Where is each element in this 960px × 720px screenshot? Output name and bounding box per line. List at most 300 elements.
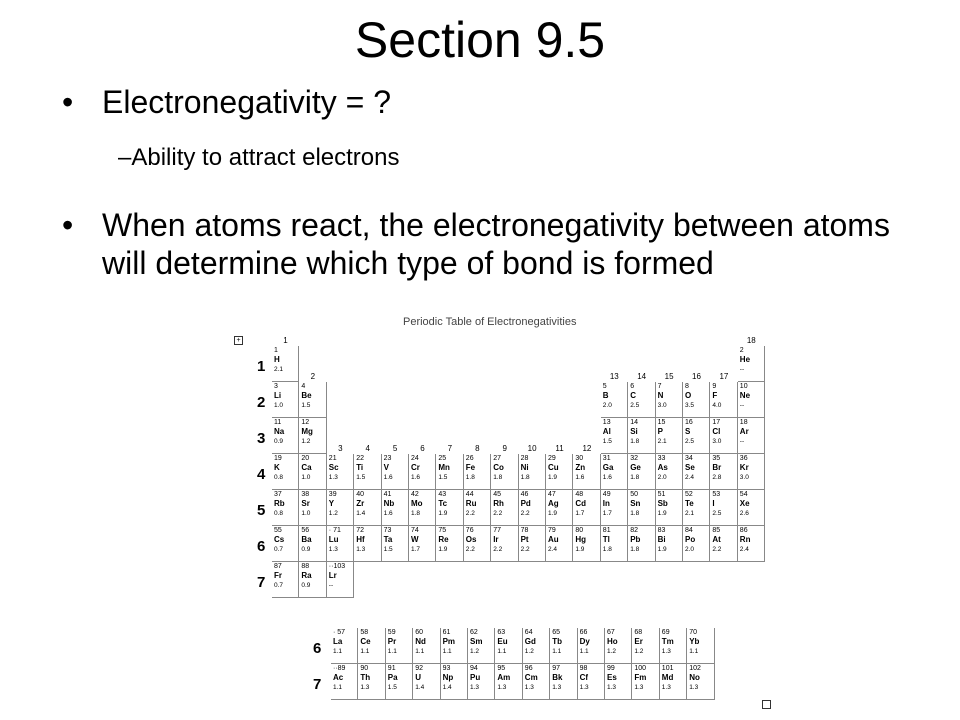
- element-number: 34: [685, 455, 693, 462]
- element-number: 86: [739, 527, 748, 534]
- element-number: 102: [689, 665, 701, 672]
- element-symbol: No: [689, 673, 700, 682]
- element-symbol: O: [685, 391, 692, 400]
- element-symbol: Zn: [575, 463, 586, 472]
- element-electronegativity: 1.3: [661, 648, 671, 655]
- resize-handle-icon[interactable]: [762, 700, 771, 709]
- element-symbol: Mg: [301, 427, 313, 436]
- element-electronegativity: 2.2: [493, 546, 503, 553]
- element-electronegativity: 2.1: [274, 366, 284, 373]
- sub-bullet-text: Ability to attract electrons: [131, 144, 400, 171]
- element-electronegativity: 1.3: [607, 684, 617, 691]
- element-cell: [601, 526, 628, 562]
- move-handle-icon[interactable]: +: [234, 336, 243, 345]
- element-number: 94: [470, 665, 478, 672]
- element-cell: [272, 490, 299, 526]
- element-symbol: Er: [634, 637, 643, 646]
- element-cell: [299, 418, 326, 454]
- element-electronegativity: 1.2: [301, 438, 311, 445]
- element-cell: [628, 526, 655, 562]
- element-electronegativity: 0.8: [274, 510, 284, 517]
- element-number: 73: [383, 527, 392, 534]
- element-number: 90: [360, 665, 369, 672]
- element-cell: [632, 628, 659, 664]
- element-symbol: Al: [602, 427, 611, 436]
- element-symbol: Zr: [356, 499, 365, 508]
- element-symbol: Tb: [552, 637, 562, 646]
- element-electronegativity: 1.1: [579, 648, 589, 655]
- element-number: 84: [685, 527, 693, 534]
- element-cell: [628, 454, 655, 490]
- element-number: 70: [689, 629, 697, 636]
- element-symbol: W: [411, 535, 419, 544]
- element-number: 37: [274, 491, 282, 498]
- element-cell: [687, 628, 714, 664]
- element-electronegativity: 2.5: [630, 402, 640, 409]
- element-symbol: Ru: [465, 499, 477, 508]
- group-label: 11: [555, 444, 564, 453]
- element-cell: [272, 418, 299, 454]
- element-cell: [738, 490, 765, 526]
- element-electronegativity: 0.7: [274, 582, 284, 589]
- element-cell: [272, 382, 299, 418]
- element-cell: [299, 526, 326, 562]
- element-number: 97: [552, 665, 560, 672]
- group-label: 1: [283, 336, 288, 345]
- element-electronegativity: 1.3: [356, 546, 366, 553]
- element-symbol: Ge: [630, 463, 641, 472]
- element-symbol: I: [712, 499, 715, 508]
- element-number: 79: [548, 527, 556, 534]
- element-electronegativity: 2.2: [465, 510, 475, 517]
- element-number: 39: [328, 491, 337, 498]
- element-cell: [687, 664, 714, 700]
- element-electronegativity: 1.0: [274, 402, 284, 409]
- element-symbol: Nb: [383, 499, 395, 508]
- element-electronegativity: 2.0: [685, 546, 695, 553]
- element-electronegativity: --: [739, 402, 745, 409]
- element-symbol: Ce: [360, 637, 371, 646]
- element-cell: [656, 382, 683, 418]
- element-cell: [601, 418, 628, 454]
- element-symbol: Bk: [552, 673, 563, 682]
- element-symbol: Ar: [739, 427, 749, 436]
- element-number: 10: [739, 383, 748, 390]
- element-cell: [573, 526, 600, 562]
- element-symbol: U: [415, 673, 421, 682]
- element-electronegativity: 3.0: [657, 402, 667, 409]
- period-label: 2: [257, 394, 266, 411]
- element-cell: [331, 628, 358, 664]
- element-number: 64: [524, 629, 533, 636]
- element-electronegativity: 1.2: [328, 510, 338, 517]
- element-electronegativity: 2.1: [685, 510, 695, 517]
- element-cell: [464, 526, 491, 562]
- period-label: 4: [257, 466, 266, 483]
- group-label: 12: [582, 444, 592, 453]
- element-electronegativity: 2.5: [685, 438, 695, 445]
- element-number: 27: [493, 455, 501, 462]
- element-symbol: Te: [685, 499, 694, 508]
- element-cell: [299, 382, 326, 418]
- element-symbol: In: [602, 499, 610, 508]
- element-symbol: F: [712, 391, 718, 400]
- group-label: 6: [420, 444, 425, 453]
- element-number: 26: [465, 455, 474, 462]
- element-number: 8: [685, 383, 689, 390]
- element-symbol: Cu: [548, 463, 559, 472]
- element-cell: [573, 454, 600, 490]
- element-electronegativity: 1.3: [497, 684, 507, 691]
- element-electronegativity: 1.5: [356, 474, 366, 481]
- element-symbol: Fr: [274, 571, 282, 580]
- element-cell: [550, 628, 577, 664]
- element-cell: [628, 490, 655, 526]
- element-symbol: Ac: [333, 673, 344, 682]
- element-electronegativity: 1.7: [602, 510, 612, 517]
- element-electronegativity: 3.0: [739, 474, 749, 481]
- element-number: 75: [438, 527, 447, 534]
- element-symbol: Th: [360, 673, 371, 682]
- element-electronegativity: 1.6: [383, 510, 393, 517]
- element-symbol: Gd: [524, 637, 536, 646]
- element-symbol: Sb: [657, 499, 668, 508]
- group-label: 13: [609, 372, 619, 381]
- element-symbol: Pu: [470, 673, 481, 682]
- element-electronegativity: 2.2: [520, 510, 530, 517]
- element-electronegativity: 1.4: [356, 510, 366, 517]
- element-number: 92: [415, 665, 423, 672]
- element-symbol: Eu: [497, 637, 508, 646]
- element-cell: [491, 490, 518, 526]
- element-electronegativity: 1.8: [465, 474, 475, 481]
- element-electronegativity: 1.1: [333, 684, 343, 691]
- element-symbol: Sm: [470, 637, 483, 646]
- element-number: 91: [387, 665, 396, 672]
- element-electronegativity: --: [739, 366, 745, 373]
- element-electronegativity: 1.6: [575, 474, 585, 481]
- element-symbol: Ta: [383, 535, 393, 544]
- element-symbol: He: [739, 355, 751, 364]
- element-cell: [409, 454, 436, 490]
- element-symbol: Rh: [493, 499, 504, 508]
- element-electronegativity: 1.7: [411, 546, 421, 553]
- element-cell: [738, 382, 765, 418]
- element-number: 76: [465, 527, 474, 534]
- element-number: 14: [630, 419, 638, 426]
- element-number: 49: [602, 491, 611, 498]
- element-symbol: Pd: [520, 499, 531, 508]
- element-cell: [656, 490, 683, 526]
- element-symbol: Cs: [274, 535, 285, 544]
- element-number: 54: [739, 491, 748, 498]
- element-cell: [546, 454, 573, 490]
- element-symbol: Nd: [415, 637, 426, 646]
- element-cell: [464, 454, 491, 490]
- element-cell: [436, 490, 463, 526]
- element-cell: [331, 664, 358, 700]
- element-number: 77: [493, 527, 501, 534]
- element-number: 80: [575, 527, 584, 534]
- period-label: 1: [257, 358, 266, 375]
- element-number: 93: [442, 665, 451, 672]
- element-electronegativity: 4.0: [712, 402, 722, 409]
- element-symbol: Cm: [524, 673, 538, 682]
- element-cell: [441, 628, 468, 664]
- group-label: 17: [719, 372, 729, 381]
- element-cell: [495, 628, 522, 664]
- element-number: 3: [274, 383, 278, 390]
- element-number: 59: [387, 629, 396, 636]
- element-number: 98: [579, 665, 588, 672]
- element-number: 21: [328, 455, 337, 462]
- element-number: 46: [520, 491, 529, 498]
- f-period-label: 6: [313, 640, 322, 657]
- element-symbol: Ba: [301, 535, 312, 544]
- element-symbol: Ca: [301, 463, 312, 472]
- f-period-label: 7: [313, 676, 322, 693]
- element-symbol: S: [685, 427, 691, 436]
- element-electronegativity: 1.3: [552, 684, 562, 691]
- element-symbol: Md: [661, 673, 674, 682]
- element-number: 65: [552, 629, 560, 636]
- element-symbol: La: [333, 637, 343, 646]
- element-electronegativity: 1.0: [301, 474, 311, 481]
- bullet-bond-type: [62, 206, 922, 282]
- element-cell: [354, 454, 381, 490]
- group-label: 2: [310, 372, 316, 381]
- element-cell: [656, 418, 683, 454]
- element-number: 81: [602, 527, 611, 534]
- bullet-text: When atoms react, the electronegativity between atoms will determine which type of bond is formed: [102, 207, 890, 281]
- element-cell: [519, 526, 546, 562]
- element-electronegativity: 1.8: [520, 474, 530, 481]
- element-number: 40: [356, 491, 364, 498]
- element-symbol: Po: [685, 535, 696, 544]
- element-electronegativity: 2.4: [739, 546, 749, 553]
- element-number: 62: [470, 629, 478, 636]
- element-number: 60: [415, 629, 423, 636]
- element-cell: [413, 664, 440, 700]
- element-symbol: Cf: [579, 673, 589, 682]
- element-symbol: Tc: [438, 499, 448, 508]
- element-number: 6: [630, 383, 635, 390]
- element-cell: [386, 628, 413, 664]
- element-electronegativity: 1.8: [630, 474, 640, 481]
- element-symbol: Ho: [607, 637, 618, 646]
- element-symbol: B: [602, 391, 609, 400]
- element-number: 29: [548, 455, 556, 462]
- element-cell: [354, 490, 381, 526]
- element-number: 11: [274, 419, 282, 426]
- element-symbol: Rb: [274, 499, 285, 508]
- period-label: 5: [257, 502, 266, 519]
- element-cell: [299, 562, 326, 598]
- element-number: 58: [360, 629, 369, 636]
- element-electronegativity: 1.5: [301, 402, 311, 409]
- element-number: 61: [442, 629, 451, 636]
- element-electronegativity: 2.2: [520, 546, 530, 553]
- element-number: 33: [657, 455, 666, 462]
- element-cell: [683, 418, 710, 454]
- element-cell: [550, 664, 577, 700]
- element-electronegativity: 1.5: [383, 546, 393, 553]
- element-number: 44: [465, 491, 474, 498]
- element-symbol: Na: [274, 427, 285, 436]
- element-electronegativity: 1.2: [607, 648, 617, 655]
- element-symbol: Au: [548, 535, 559, 544]
- element-cell: [605, 664, 632, 700]
- periodic-table-title: Periodic Table of Electronegativities: [403, 316, 577, 328]
- element-cell: [546, 526, 573, 562]
- group-label: 8: [475, 444, 480, 453]
- element-electronegativity: 1.9: [657, 546, 667, 553]
- element-number: 51: [657, 491, 666, 498]
- element-number: 19: [274, 455, 282, 462]
- element-number: 36: [739, 455, 748, 462]
- element-symbol: Br: [712, 463, 722, 472]
- element-electronegativity: 0.7: [274, 546, 284, 553]
- element-symbol: Pb: [630, 535, 641, 544]
- element-number: 43: [438, 491, 447, 498]
- element-electronegativity: 1.0: [301, 510, 311, 517]
- element-number: 56: [301, 527, 310, 534]
- element-electronegativity: 1.9: [548, 510, 558, 517]
- element-electronegativity: 2.4: [548, 546, 558, 553]
- period-label: 3: [257, 430, 266, 447]
- element-symbol: Cr: [411, 463, 420, 472]
- element-cell: [272, 526, 299, 562]
- element-electronegativity: 1.5: [387, 684, 397, 691]
- element-electronegativity: 0.9: [301, 546, 311, 553]
- element-cell: [272, 562, 299, 598]
- element-cell: [656, 526, 683, 562]
- element-cell: [495, 664, 522, 700]
- element-cell: [578, 664, 605, 700]
- element-cell: [327, 454, 354, 490]
- element-number: 2: [739, 347, 744, 354]
- element-number: 67: [607, 629, 615, 636]
- element-symbol: Sc: [328, 463, 339, 472]
- element-symbol: Pm: [442, 637, 456, 646]
- element-electronegativity: 1.8: [411, 510, 421, 517]
- element-cell: [327, 562, 354, 598]
- element-electronegativity: --: [328, 582, 334, 589]
- element-symbol: Hg: [575, 535, 587, 544]
- element-cell: [464, 490, 491, 526]
- element-electronegativity: 2.0: [602, 402, 612, 409]
- element-symbol: Be: [301, 391, 312, 400]
- element-number: 23: [383, 455, 392, 462]
- element-cell: [327, 526, 354, 562]
- element-symbol: Cd: [575, 499, 587, 508]
- element-electronegativity: 3.0: [712, 438, 722, 445]
- element-symbol: Fe: [465, 463, 476, 472]
- element-electronegativity: 2.0: [657, 474, 667, 481]
- element-cell: [710, 382, 737, 418]
- element-cell: [382, 454, 409, 490]
- element-electronegativity: 0.9: [274, 438, 284, 445]
- element-number: 47: [548, 491, 556, 498]
- element-number: 83: [657, 527, 666, 534]
- element-electronegativity: 1.5: [438, 474, 448, 481]
- element-number: ··103: [328, 563, 346, 570]
- bullet-dot: •: [62, 207, 74, 243]
- element-cell: [436, 526, 463, 562]
- element-symbol: Se: [685, 463, 695, 472]
- element-electronegativity: 1.9: [438, 510, 448, 517]
- element-symbol: Li: [274, 391, 282, 400]
- element-electronegativity: 2.5: [712, 510, 722, 517]
- element-electronegativity: 2.2: [712, 546, 722, 553]
- element-electronegativity: 1.2: [470, 648, 480, 655]
- element-electronegativity: 1.1: [442, 648, 452, 655]
- element-cell: [660, 628, 687, 664]
- element-electronegativity: 3.5: [685, 402, 695, 409]
- element-number: 17: [712, 419, 721, 426]
- element-electronegativity: 1.1: [415, 648, 425, 655]
- element-electronegativity: --: [739, 438, 745, 445]
- element-number: 101: [661, 665, 674, 672]
- element-number: 38: [301, 491, 310, 498]
- element-symbol: Ag: [548, 499, 559, 508]
- element-number: 42: [411, 491, 419, 498]
- element-cell: [272, 346, 299, 382]
- element-cell: [523, 664, 550, 700]
- element-symbol: Re: [438, 535, 449, 544]
- group-label: 15: [664, 372, 674, 381]
- element-cell: [738, 454, 765, 490]
- element-symbol: Tl: [602, 535, 610, 544]
- element-electronegativity: 0.9: [301, 582, 311, 589]
- element-electronegativity: 1.3: [328, 546, 338, 553]
- element-cell: [632, 664, 659, 700]
- element-cell: [413, 628, 440, 664]
- element-symbol: Ne: [739, 391, 751, 400]
- element-cell: [358, 664, 385, 700]
- element-cell: [710, 418, 737, 454]
- group-label: 18: [746, 336, 756, 345]
- element-cell: [738, 346, 765, 382]
- element-electronegativity: 1.9: [438, 546, 448, 553]
- element-cell: [683, 454, 710, 490]
- element-electronegativity: 1.3: [689, 684, 699, 691]
- element-electronegativity: 2.1: [657, 438, 667, 445]
- element-cell: [272, 454, 299, 490]
- element-number: · 57: [333, 629, 346, 636]
- element-symbol: Es: [607, 673, 617, 682]
- element-symbol: V: [383, 463, 389, 472]
- element-cell: [523, 628, 550, 664]
- element-number: 87: [274, 563, 282, 570]
- element-symbol: Pa: [387, 673, 398, 682]
- element-cell: [738, 418, 765, 454]
- element-symbol: Ir: [493, 535, 499, 544]
- element-electronegativity: 1.3: [634, 684, 644, 691]
- period-label: 6: [257, 538, 266, 555]
- element-number: 45: [493, 491, 501, 498]
- element-symbol: Kr: [739, 463, 749, 472]
- element-number: 95: [497, 665, 506, 672]
- element-cell: [628, 382, 655, 418]
- group-label: 9: [502, 444, 507, 453]
- element-symbol: Cl: [712, 427, 721, 436]
- element-electronegativity: 1.4: [415, 684, 425, 691]
- element-cell: [354, 526, 381, 562]
- element-electronegativity: 2.2: [493, 510, 503, 517]
- group-label: 14: [637, 372, 647, 381]
- element-cell: [738, 526, 765, 562]
